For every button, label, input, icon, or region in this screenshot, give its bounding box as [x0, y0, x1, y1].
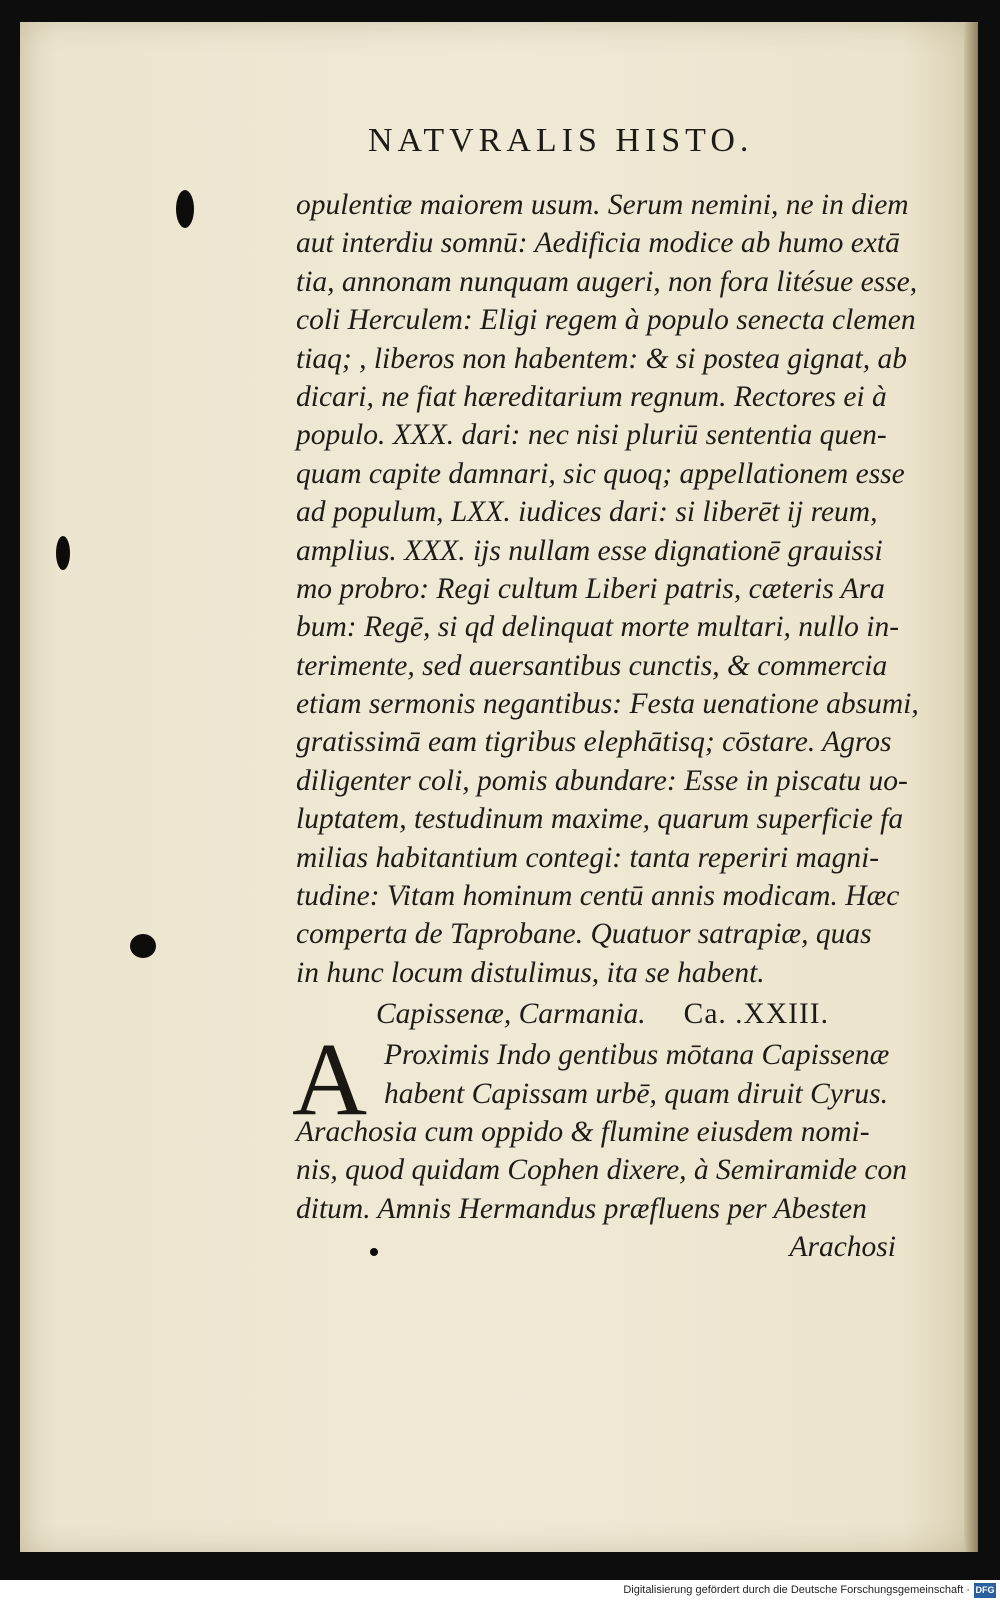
ink-blot [130, 934, 156, 958]
text-line: mo probro: Regi cultum Liberi patris, cæteris Ara [296, 572, 885, 605]
text-line: ditum. Amnis Hermandus præfluens per Abesten [296, 1192, 867, 1225]
text-line: tudine: Vitam hominum centū annis modicam. Hæc [296, 880, 900, 913]
text-line: gratissimā eam tigribus elephātisq; cōstare. Agros [296, 726, 892, 759]
text-line: luptatem, testudinum maxime, quarum superficie fa [296, 803, 904, 836]
paragraph-1 [296, 186, 919, 992]
text-line: coli Herculem: Eligi regem à populo senecta clemen [296, 304, 916, 337]
text-line: opulentiæ maiorem usum. Serum nemini, ne in diem [296, 189, 909, 221]
text-line: dicari, ne fiat hæreditarium regnum. Rectores ei à [296, 380, 887, 413]
ink-blot [176, 190, 194, 228]
drop-cap-initial: A [292, 1022, 368, 1138]
chapter-heading [296, 992, 916, 1036]
text-line: etiam sermonis negantibus: Festa uenatione absumi, [296, 688, 919, 721]
ink-blot [56, 536, 70, 570]
text-line: milias habitantium contegi: tanta reperiri magni- [296, 841, 880, 874]
chapter-number: Ca. .XXIII. [683, 998, 829, 1031]
chapter-title: Capissenæ, Carmania. [376, 998, 646, 1031]
text-line: comperta de Taprobane. Quatuor satrapiæ, quas [296, 918, 872, 951]
paragraph-2 [292, 1022, 916, 1266]
text-line: aut interdiu somnū: Aedificia modice ab humo extā [296, 227, 900, 260]
text-block [292, 186, 919, 1267]
text-line: quam capite damnari, sic quoq; appellationem esse [296, 457, 905, 490]
text-line: habent Capissam urbē, quam diruit Cyrus. [384, 1077, 888, 1110]
text-line: diligenter coli, pomis abundare: Esse in piscatu uo- [296, 764, 908, 797]
funding-credit: Digitalisierung gefördert durch die Deutsche Forschungsgemeinschaft · [623, 1584, 970, 1596]
book-page [20, 22, 978, 1552]
text-line: ad populum, LXX. iudices dari: si liberēt ij reum, [296, 496, 878, 529]
text-line: terimente, sed auersantibus cunctis, & commercia [296, 649, 888, 682]
text-line: nis, quod quidam Cophen dixere, à Semiramide con [296, 1154, 907, 1187]
text-line: populo. XXX. dari: nec nisi pluriū sententia quen- [296, 419, 887, 452]
text-line: tia, annonam nunquam augeri, non fora litésue esse, [296, 265, 918, 298]
text-line: in hunc locum distulimus, ita se habent. [296, 956, 765, 989]
text-line: tiaq; , liberos non habentem: & si postea gignat, ab [296, 342, 907, 375]
catchword: Arachosi [789, 1231, 896, 1264]
text-line: amplius. XXX. ijs nullam esse dignationē grauissi [296, 534, 883, 567]
text-line: Arachosia cum oppido & flumine eiusdem nomi- [296, 1115, 870, 1148]
running-head: NATVRALIS HISTO. [368, 122, 754, 159]
page-spine-shadow [964, 22, 978, 1552]
text-line: bum: Regē, si qd delinquat morte multari, nullo in- [296, 611, 900, 644]
dfg-logo: DFG [974, 1583, 996, 1598]
text-line: Proximis Indo gentibus mōtana Capissenæ [384, 1039, 890, 1072]
footer-bar [0, 1580, 1000, 1604]
